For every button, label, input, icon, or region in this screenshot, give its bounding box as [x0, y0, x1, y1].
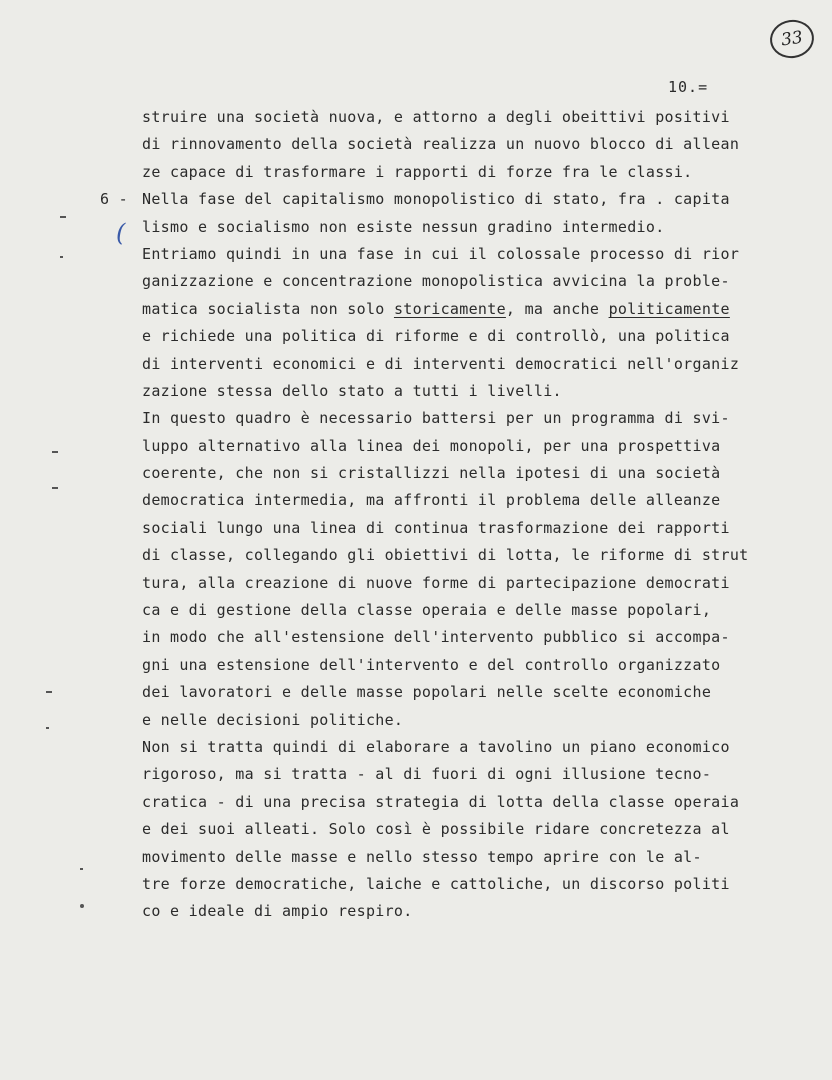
text-line: ganizzazione e concentrazione monopolistica avvicina la proble-: [142, 272, 730, 291]
text-line: e richiede una politica di riforme e di controllò, una politica: [142, 327, 730, 346]
text-line: in modo che all'estensione dell'intervento pubblico si accompa-: [142, 628, 730, 647]
text-line: Entriamo quindi in una fase in cui il colossale processo di rior: [142, 244, 740, 263]
text-line: ze capace di trasformare i rapporti di forze fra le classi.: [142, 162, 693, 181]
text-line: tre forze democratiche, laiche e cattoliche, un discorso politi: [142, 874, 730, 893]
text-line: struire una società nuova, e attorno a degli obeittivi positivi: [142, 108, 730, 126]
text-line: co e ideale di ampio respiro.: [142, 902, 413, 921]
underlined-word-politicamente: politicamente: [608, 299, 730, 318]
margin-dot: [52, 487, 58, 489]
text-line: cratica - di una precisa strategia di lotta della classe operaia: [142, 792, 740, 811]
margin-dot: [52, 451, 58, 453]
margin-dot: [60, 256, 63, 258]
text-line: ca e di gestione della classe operaia e delle masse popolari,: [142, 601, 712, 620]
text-line: sociali lungo una linea di continua trasformazione dei rapporti: [142, 518, 730, 537]
text-line: gni una estensione dell'intervento e del controllo organizzato: [142, 655, 721, 674]
text-line-content: Nella fase del capitalismo monopolistico di stato, fra . capita: [142, 190, 730, 209]
text-line: e nelle decisioni politiche.: [142, 710, 404, 729]
body-text: [100, 104, 782, 926]
text-line: Non si tratta quindi di elaborare a tavolino un piano economico: [142, 737, 730, 756]
text-line: tura, alla creazione di nuove forme di partecipazione democrati: [142, 573, 730, 592]
margin-dot: [80, 868, 83, 870]
text-line: movimento delle masse e nello stesso tempo aprire con le al-: [142, 847, 702, 866]
margin-dot: [80, 904, 84, 908]
text-line: coerente, che non si cristallizzi nella ipotesi di una società: [142, 464, 721, 483]
margin-dot: [46, 691, 52, 693]
text-line: luppo alternativo alla linea dei monopoli, per una prospettiva: [142, 436, 721, 455]
text-line: di classe, collegando gli obiettivi di lotta, le riforme di strut: [142, 546, 749, 565]
page-number: 10.=: [668, 78, 709, 96]
text-line-paragraph-6: [100, 186, 782, 213]
margin-dot: [60, 216, 66, 218]
archive-number-stamp: 33: [768, 17, 817, 61]
handwritten-margin-mark: (: [116, 219, 126, 247]
text-line: di rinnovamento della società realizza un nuovo blocco di allean: [142, 135, 740, 154]
text-line: dei lavoratori e delle masse popolari nelle scelte economiche: [142, 683, 712, 702]
text-line: In questo quadro è necessario battersi per un programma di svi-: [142, 409, 730, 428]
text-segment: matica socialista non solo: [142, 299, 394, 318]
text-line: zazione stessa dello stato a tutti i livelli.: [142, 381, 562, 400]
text-segment: , ma anche: [505, 299, 609, 318]
text-line: rigoroso, ma si tratta - al di fuori di ogni illusione tecno-: [142, 765, 712, 784]
text-line: democratica intermedia, ma affronti il problema delle alleanze: [142, 491, 721, 510]
margin-dot: [46, 727, 49, 729]
text-line: lismo e socialismo non esiste nessun gradino intermedio.: [142, 217, 665, 236]
paragraph-number: 6 -: [100, 190, 128, 209]
text-line: e dei suoi alleati. Solo così è possibile ridare concretezza al: [142, 820, 730, 839]
text-line: [142, 296, 782, 323]
text-line: di interventi economici e di interventi democratici nell'organiz: [142, 354, 740, 373]
underlined-word-storicamente: storicamente: [393, 299, 506, 318]
